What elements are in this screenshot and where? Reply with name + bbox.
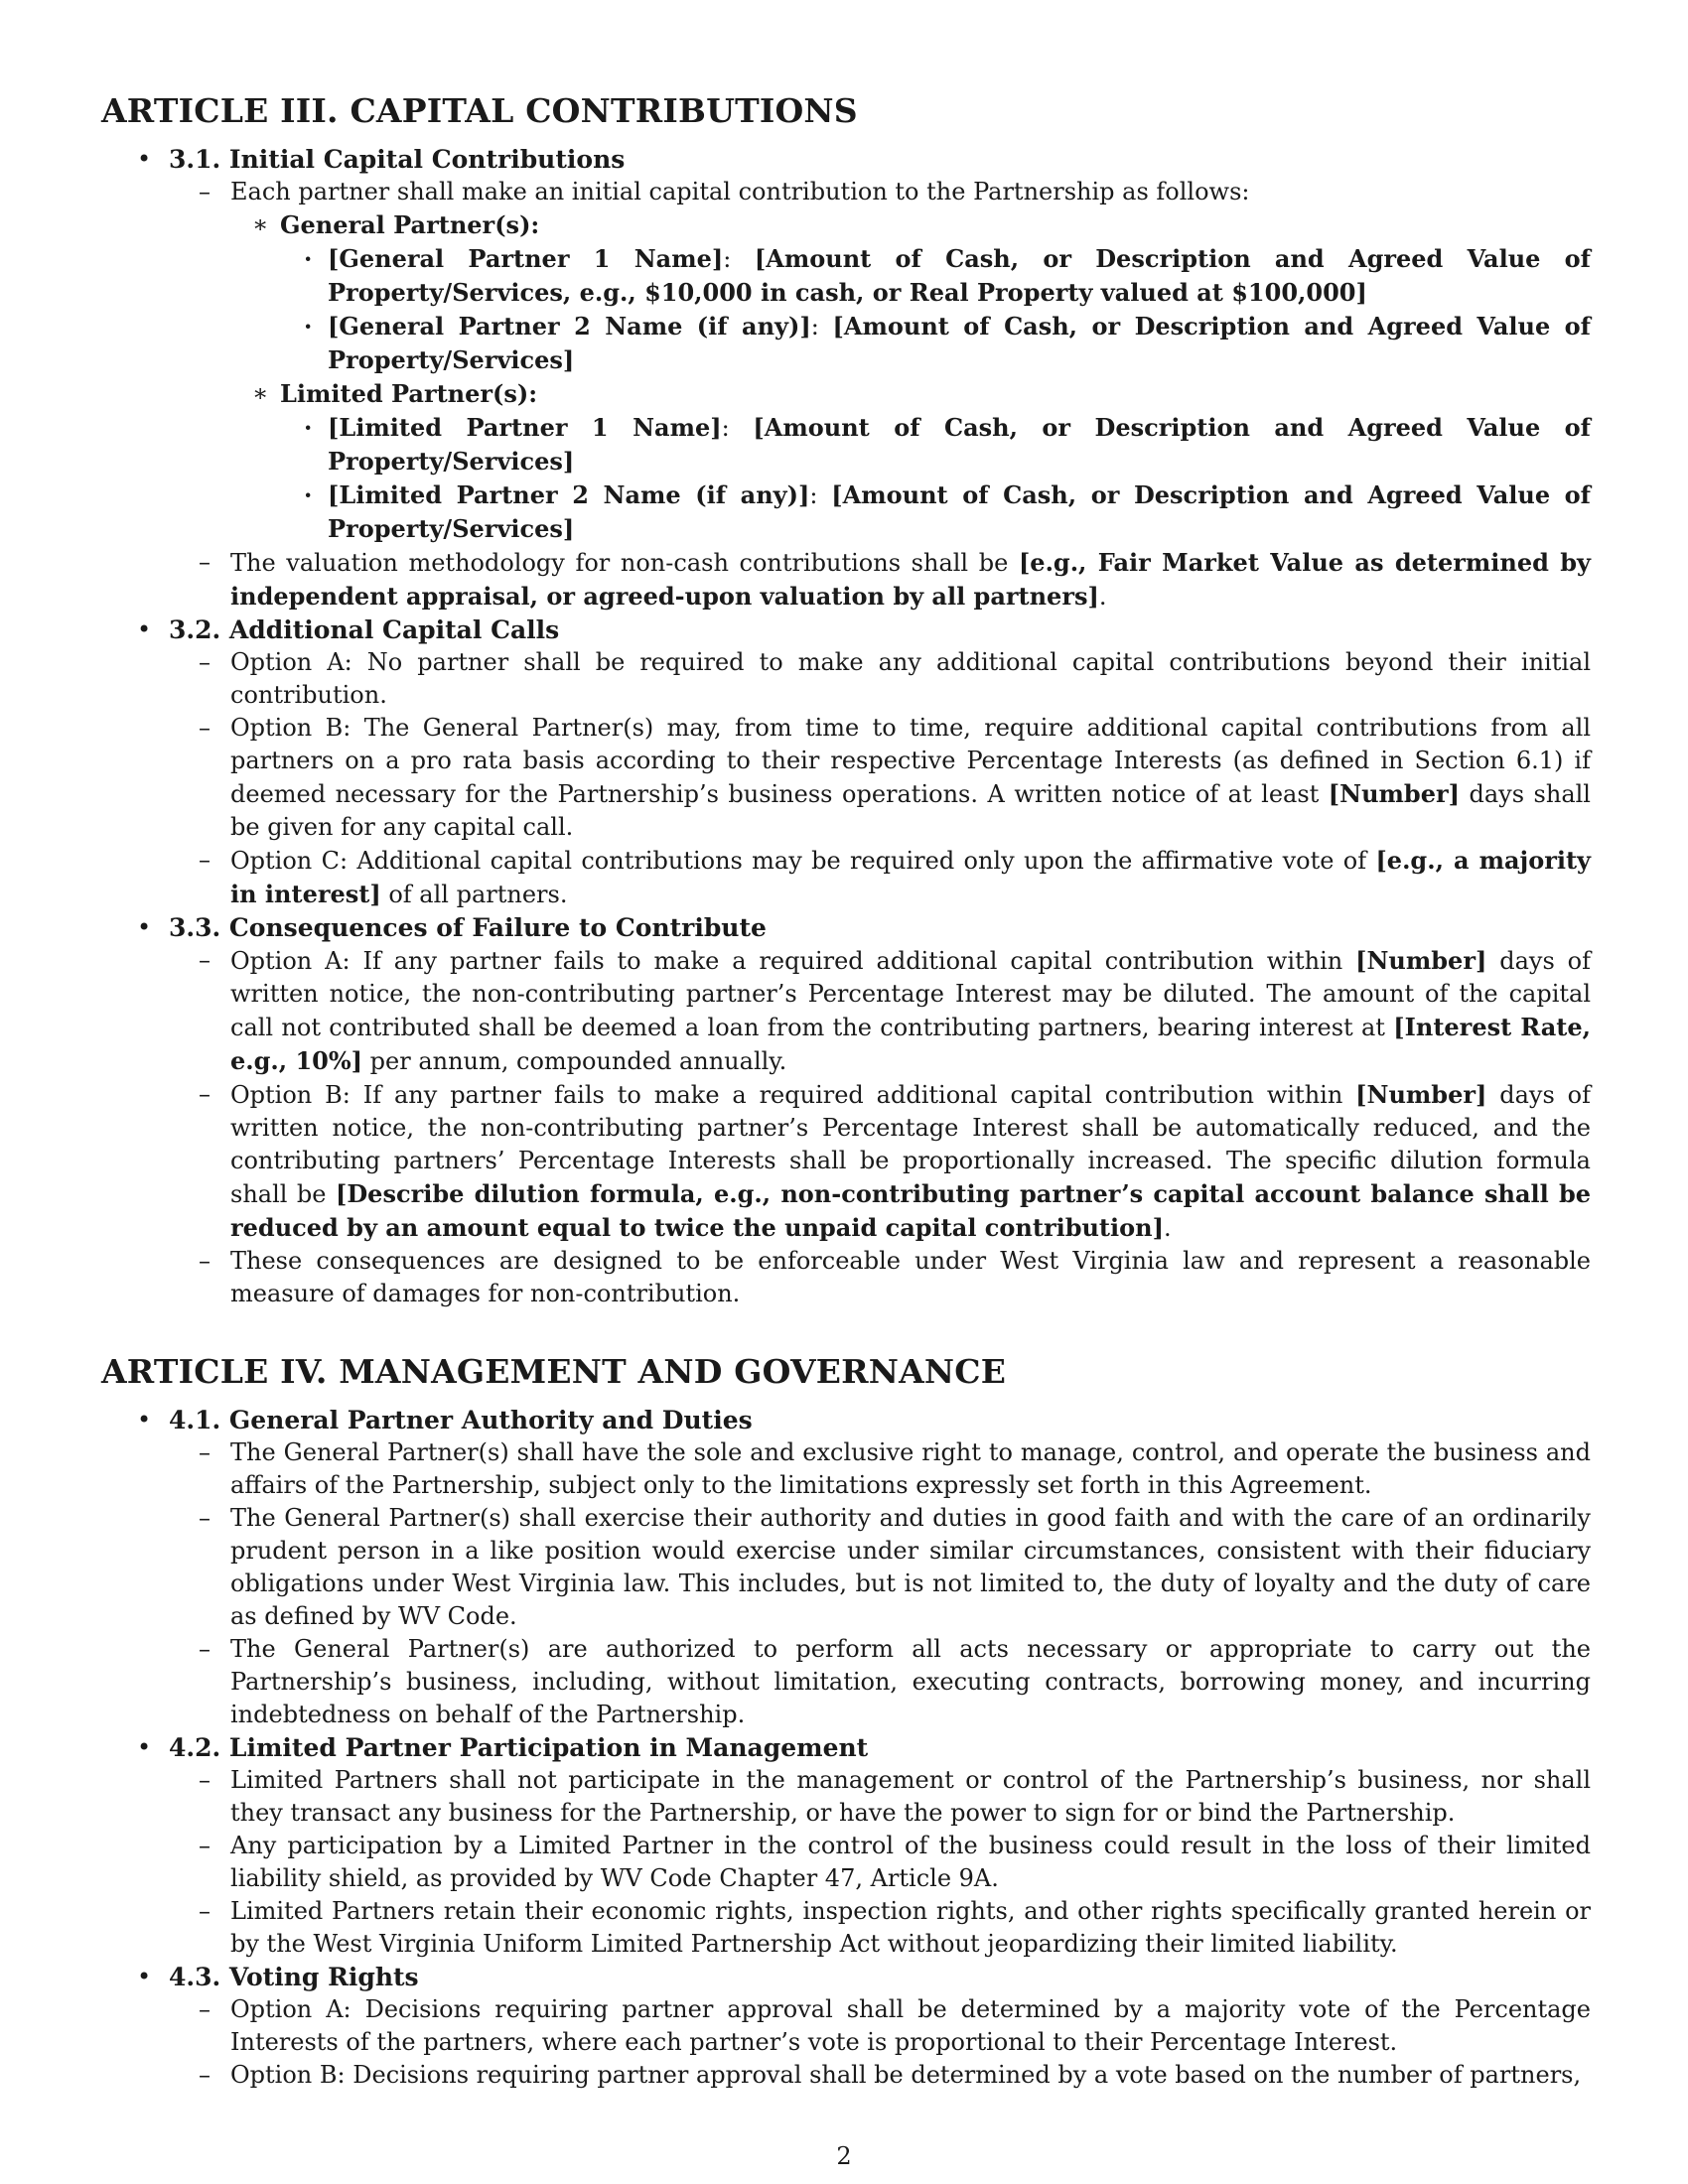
list-item: – The valuation methodology for non-cash contributions shall be [e.g., Fair Market Value as determined by independent appraisal, or agreed-upon valuation by all partners].: [169, 546, 1591, 614]
list-item: – The General Partner(s) shall have the sole and exclusive right to manage, control, and operate the business and affairs of the Partnership, subject only to the limitations expressly set forth in this Agreement.: [169, 1436, 1591, 1502]
list-item: – Limited Partners shall not participate in the management or control of the Partnership’s business, nor shall they transact any business for the Partnership, or have the power to sign for or bind the Partnership.: [169, 1764, 1591, 1830]
list-item: · [General Partner 1 Name]: [Amount of Cash, or Description and Agreed Value of Property/Services, e.g., $10,000 in cash, or Real Property valued at $100,000]: [280, 242, 1591, 310]
document-page: [101, 91, 1591, 2092]
section-4-3: [101, 1961, 1591, 2092]
article-3-sections: [101, 143, 1591, 1310]
article-4-sections: [101, 1404, 1591, 2092]
section-3-3: [101, 911, 1591, 1310]
section-4-1: [101, 1404, 1591, 1731]
list-item: – Limited Partners retain their economic rights, inspection rights, and other rights specifically granted herein or by the West Virginia Uniform Limited Partnership Act without jeopardizing their limited liability.: [169, 1895, 1591, 1961]
section-4-1-title: • 4.1. General Partner Authority and Duties: [169, 1406, 753, 1434]
section-4-2: [101, 1731, 1591, 1961]
list-item: – Each partner shall make an initial capital contribution to the Partnership as follows: ∗ General Partner(s): · [General Partner 1 Name]: [Amount of Cash, or Description and Agreed Value of Property/Services, e.g., $10,000 in cash, or Real Property valued at $100,000] · [General Partner 2 Name (if any)]: [Amount of Cash, or Description and Agreed Value of Property/Services] ∗ Limited Partner(s): · [Limited Partner 1 Name]: [Amount of Cash, or Description and Agreed Value of Property/Services] · [Limited Partner 2 Name (if any)]: [Amount of Cash, or Description and Agreed Value of Property/Services]: [169, 176, 1591, 546]
section-3-1: [101, 143, 1591, 614]
section-3-2: [101, 614, 1591, 911]
list-item: – Option A: If any partner fails to make a required additional capital contribution within [Number] days of written notice, the non-contributing partner’s Percentage Interest may be diluted. The amount of the capital call not contributed shall be deemed a loan from the contributing partners, bearing interest at [Interest Rate, e.g., 10%] per annum, compounded annually.: [169, 944, 1591, 1078]
section-3-3-title: • 3.3. Consequences of Failure to Contribute: [169, 913, 767, 942]
list-item: – The General Partner(s) are authorized to perform all acts necessary or appropriate to carry out the Partnership’s business, including, without limitation, executing contracts, borrowing money, and incurring indebtedness on behalf of the Partnership.: [169, 1633, 1591, 1731]
limited-partners-label: Limited Partner(s):: [280, 379, 538, 408]
list-item: · [General Partner 2 Name (if any)]: [Amount of Cash, or Description and Agreed Value of Property/Services]: [280, 310, 1591, 377]
list-item: · [Limited Partner 2 Name (if any)]: [Amount of Cash, or Description and Agreed Value of Property/Services]: [280, 478, 1591, 546]
list-item: – Option C: Additional capital contributions may be required only upon the affirmative vote of [e.g., a majority in interest] of all partners.: [169, 844, 1591, 911]
list-item: – These consequences are designed to be enforceable under West Virginia law and represent a reasonable measure of damages for non-contribution.: [169, 1245, 1591, 1310]
list-item: – The General Partner(s) shall exercise their authority and duties in good faith and with the care of an ordinarily prudent person in a like position would exercise under similar circumstances, consistent with their fiduciary obligations under West Virginia law. This includes, but is not limited to, the duty of loyalty and the duty of care as defined by WV Code.: [169, 1502, 1591, 1633]
article-4-heading: ARTICLE IV. MANAGEMENT AND GOVERNANCE: [101, 1352, 1007, 1391]
general-partners-label: General Partner(s):: [280, 210, 540, 239]
list-item: · [Limited Partner 1 Name]: [Amount of Cash, or Description and Agreed Value of Property/Services]: [280, 411, 1591, 478]
list-item: – Option A: Decisions requiring partner approval shall be determined by a majority vote of the Percentage Interests of the partners, where each partner’s vote is proportional to their Percentage Interest.: [169, 1993, 1591, 2059]
section-3-1-title: • 3.1. Initial Capital Contributions: [169, 145, 626, 174]
section-4-3-title: • 4.3. Voting Rights: [169, 1963, 419, 1991]
general-partners-group: [230, 208, 1591, 377]
list-item: – Option B: Decisions requiring partner approval shall be determined by a vote based on the number of partners,: [169, 2059, 1591, 2092]
list-item: – Any participation by a Limited Partner in the control of the business could result in the loss of their limited liability shield, as provided by WV Code Chapter 47, Article 9A.: [169, 1830, 1591, 1895]
limited-partners-group: [230, 377, 1591, 546]
list-item: – Option B: The General Partner(s) may, from time to time, require additional capital contributions from all partners on a pro rata basis according to their respective Percentage Interests (as defined in Section 6.1) if deemed necessary for the Partnership’s business operations. A written notice of at least [Number] days shall be given for any capital call.: [169, 712, 1591, 844]
article-3-heading: ARTICLE III. CAPITAL CONTRIBUTIONS: [101, 91, 858, 130]
list-item: – Option A: No partner shall be required to make any additional capital contributions beyond their initial contribution.: [169, 646, 1591, 712]
page-number: 2: [836, 2142, 852, 2170]
section-3-2-title: • 3.2. Additional Capital Calls: [169, 615, 560, 644]
section-4-2-title: • 4.2. Limited Partner Participation in Management: [169, 1733, 869, 1762]
list-item: – Option B: If any partner fails to make a required additional capital contribution within [Number] days of written notice, the non-contributing partner’s Percentage Interest shall be automatically reduced, and the contributing partners’ Percentage Interests shall be proportionally increased. The specific dilution formula shall be [Describe dilution formula, e.g., non-contributing partner’s capital account balance shall be reduced by an amount equal to twice the unpaid capital contribution].: [169, 1078, 1591, 1245]
